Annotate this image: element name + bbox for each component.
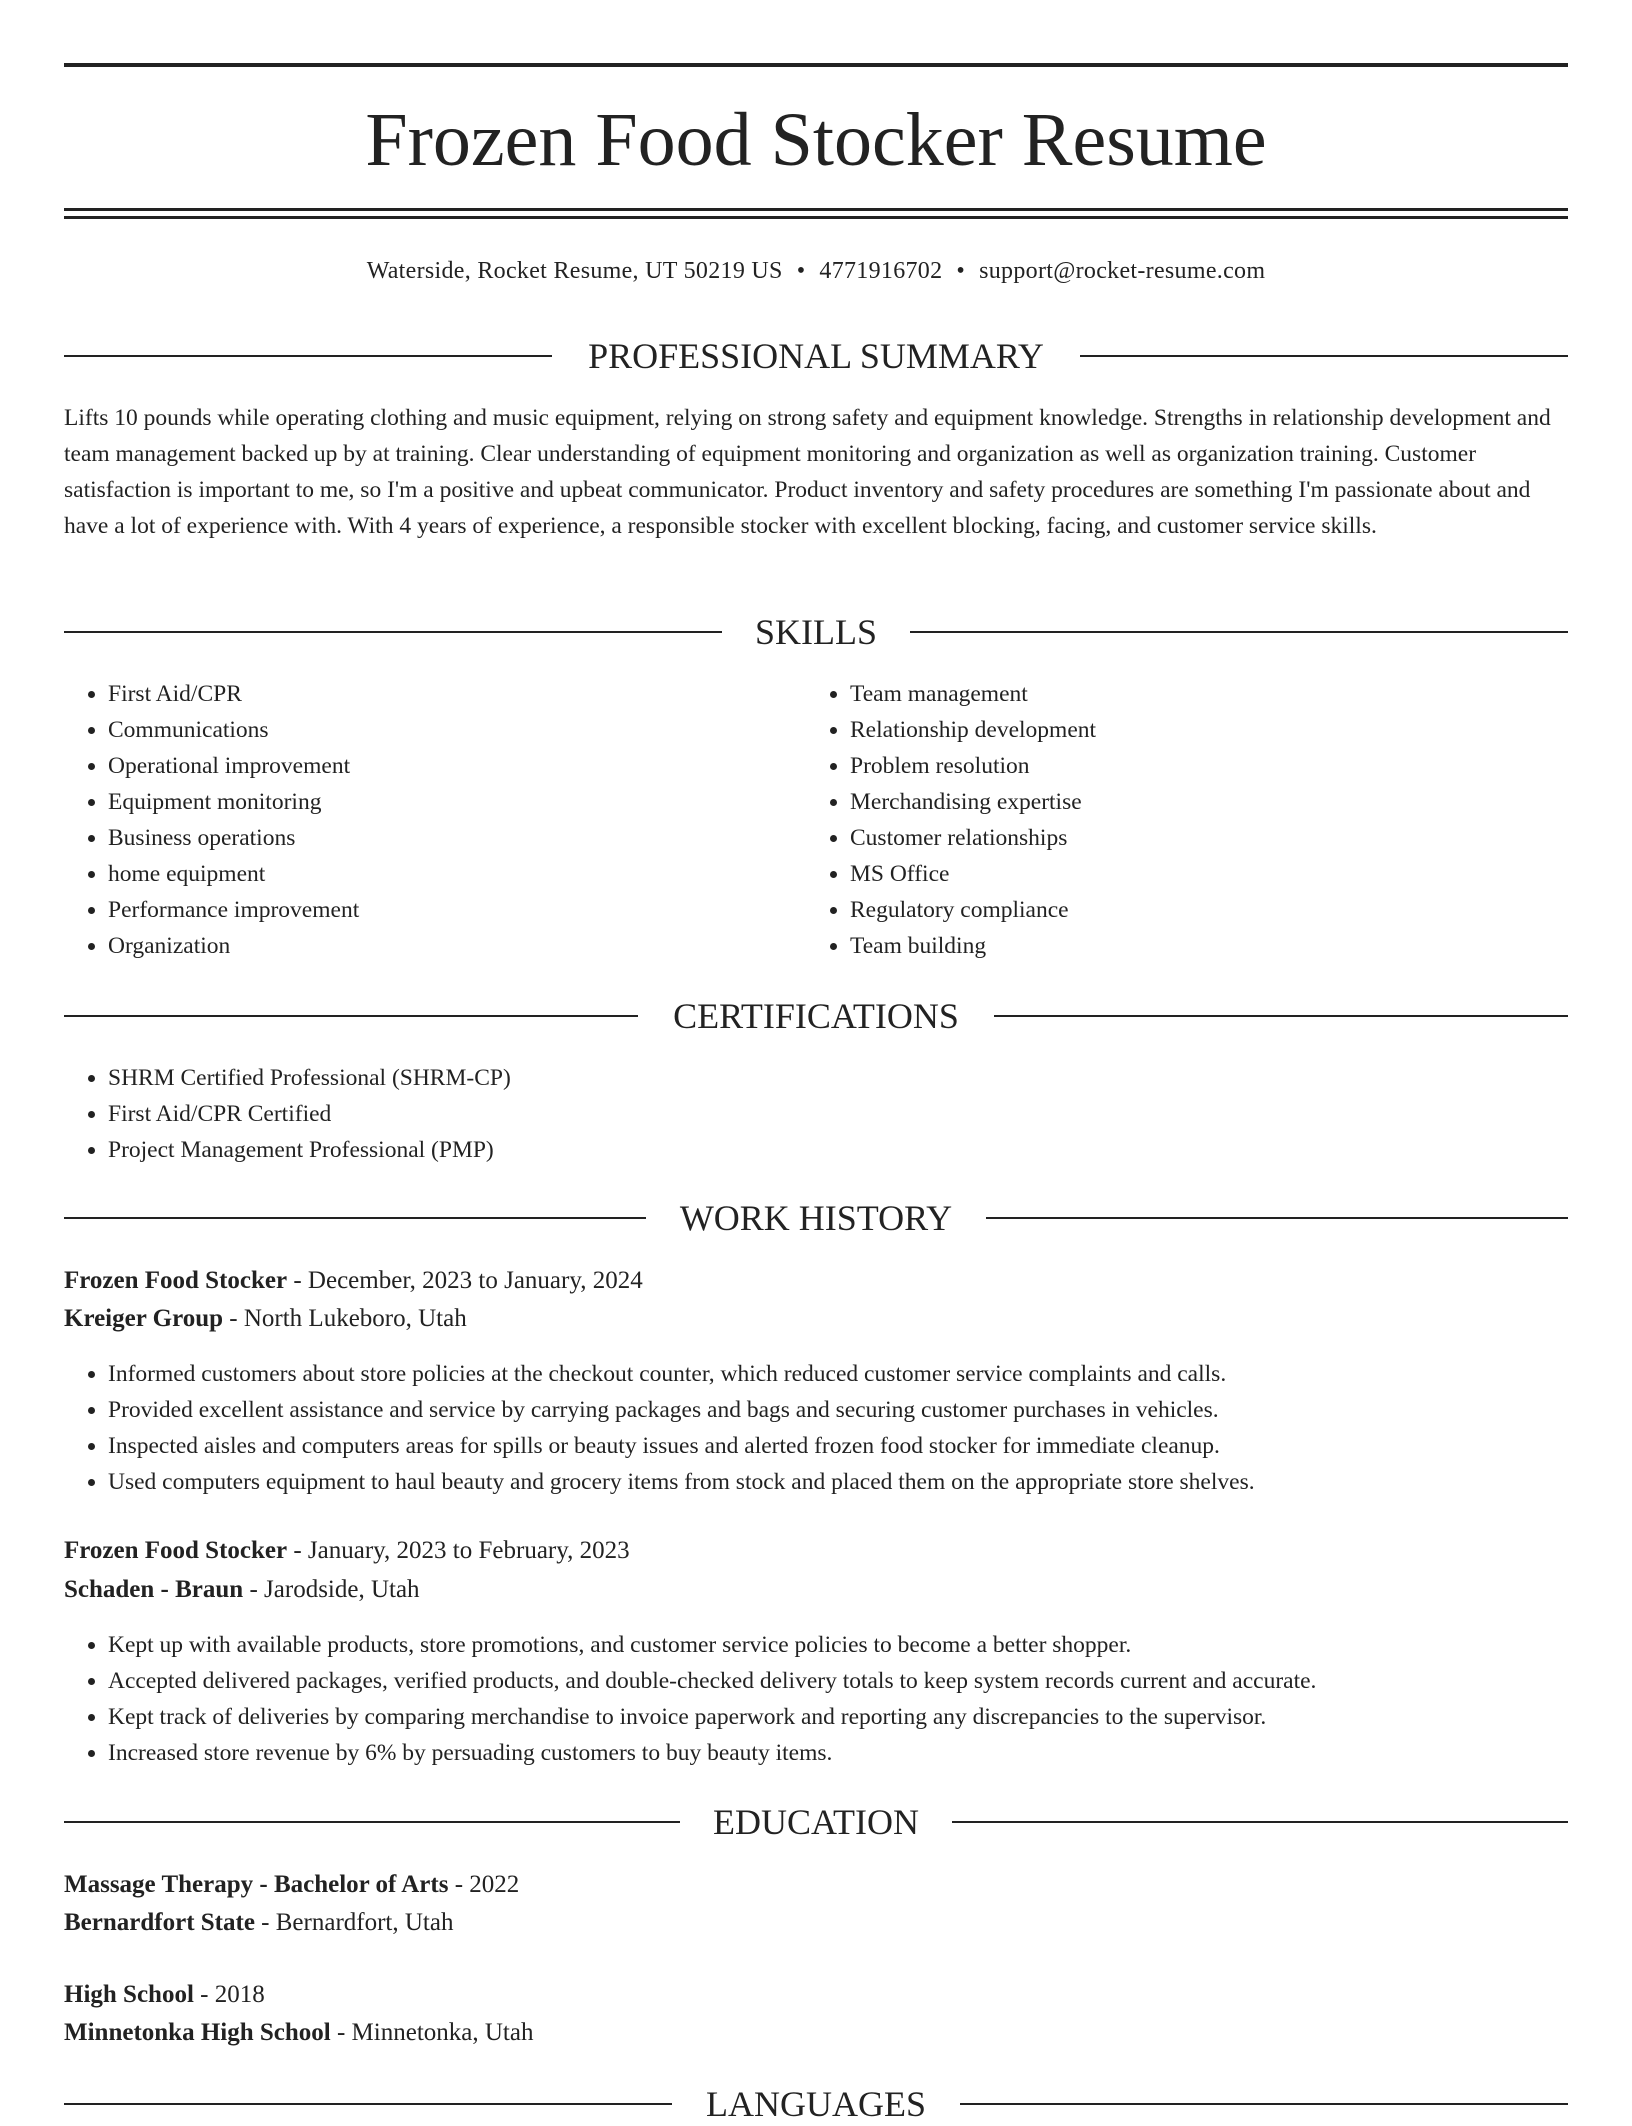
- job-duty-item: • Informed customers about store policies at the checkout counter, which reduced customer service complaints and calls.: [108, 1356, 1568, 1392]
- resume-title: Frozen Food Stocker Resume: [365, 98, 1267, 182]
- job-duties: [64, 1356, 1568, 1500]
- job-location: - Jarodside, Utah: [243, 1576, 420, 1603]
- section-title-certifications: CERTIFICATIONS: [673, 996, 959, 1036]
- divider-line: [910, 631, 1568, 633]
- certification-item: • Project Management Professional (PMP): [108, 1132, 1568, 1168]
- section-header-summary: [64, 334, 1568, 378]
- education-degree-line: [64, 1866, 1568, 1904]
- skill-item: • Operational improvement: [108, 748, 804, 784]
- divider-line: [960, 2103, 1568, 2105]
- divider-line: [1080, 355, 1568, 357]
- job-duty-item: • Kept up with available products, store promotions, and customer service policies to become a better shopper.: [108, 1627, 1568, 1663]
- skill-item: • home equipment: [108, 856, 804, 892]
- skill-item: • Merchandising expertise: [850, 784, 1546, 820]
- skill-item: • Organization: [108, 928, 804, 964]
- education-school: Bernardfort State: [64, 1909, 255, 1936]
- skill-item: • Business operations: [108, 820, 804, 856]
- education-year: - 2018: [193, 1981, 265, 2008]
- education-school: Minnetonka High School: [64, 2019, 331, 2046]
- skill-item: • Regulatory compliance: [850, 892, 1546, 928]
- education-degree-line: [64, 1976, 1568, 2014]
- section-title-languages: LANGUAGES: [706, 2084, 926, 2124]
- section-header-certifications: [64, 994, 1568, 1038]
- skill-item: • Problem resolution: [850, 748, 1546, 784]
- skills-column-left: [64, 676, 804, 964]
- contact-separator: •: [796, 258, 806, 284]
- section-title-summary: PROFESSIONAL SUMMARY: [588, 336, 1044, 376]
- job-company: Kreiger Group: [64, 1305, 224, 1332]
- education-year: - 2022: [448, 1871, 520, 1898]
- title-rule-lower: [64, 216, 1568, 219]
- job-duties: [64, 1627, 1568, 1771]
- skill-item: • Performance improvement: [108, 892, 804, 928]
- skills-column-right: [806, 676, 1546, 964]
- skill-item: • First Aid/CPR: [108, 676, 804, 712]
- education-school-line: [64, 2014, 1568, 2052]
- job-dates: - January, 2023 to February, 2023: [287, 1537, 630, 1564]
- section-title-education: EDUCATION: [713, 1802, 919, 1842]
- divider-line: [994, 1015, 1568, 1017]
- education-location: - Minnetonka, Utah: [330, 2019, 534, 2046]
- education-school-line: [64, 1904, 1568, 1942]
- skill-item: • Team management: [850, 676, 1546, 712]
- section-header-work: [64, 1196, 1568, 1240]
- section-header-skills: [64, 610, 1568, 654]
- education-degree: Massage Therapy - Bachelor of Arts: [64, 1871, 449, 1898]
- top-rule: [64, 63, 1568, 67]
- contact-address: Waterside, Rocket Resume, UT 50219 US: [366, 258, 783, 284]
- certifications-list: [64, 1060, 1568, 1168]
- certification-item: • First Aid/CPR Certified: [108, 1096, 1568, 1132]
- education-location: - Bernardfort, Utah: [254, 1909, 454, 1936]
- skill-item: • Team building: [850, 928, 1546, 964]
- section-title-skills: SKILLS: [754, 612, 877, 652]
- skill-item: • MS Office: [850, 856, 1546, 892]
- section-header-languages: [64, 2082, 1568, 2126]
- job-company: Schaden - Braun: [64, 1576, 244, 1603]
- contact-email: support@rocket-resume.com: [979, 258, 1266, 284]
- contact-separator: •: [956, 258, 966, 284]
- job-duty-item: • Provided excellent assistance and service by carrying packages and bags and securing customer purchases in vehicles.: [108, 1392, 1568, 1428]
- job-duty-item: • Kept track of deliveries by comparing merchandise to invoice paperwork and reporting any discrepancies to the supervisor.: [108, 1699, 1568, 1735]
- job-title-line: [64, 1532, 1568, 1570]
- job-duty-item: • Increased store revenue by 6% by persuading customers to buy beauty items.: [108, 1735, 1568, 1771]
- section-title-work: WORK HISTORY: [679, 1198, 953, 1238]
- job-location: - North Lukeboro, Utah: [223, 1305, 467, 1332]
- education-degree: High School: [64, 1981, 194, 2008]
- job-duty-item: • Accepted delivered packages, verified products, and double-checked delivery totals to keep system records current and accurate.: [108, 1663, 1568, 1699]
- contact-phone: 4771916702: [819, 258, 943, 284]
- divider-line: [986, 1217, 1568, 1219]
- job-duty-item: • Used computers equipment to haul beauty and grocery items from stock and placed them on the appropriate store shelves.: [108, 1464, 1568, 1500]
- job-duty-item: • Inspected aisles and computers areas for spills or beauty issues and alerted frozen food stocker for immediate cleanup.: [108, 1428, 1568, 1464]
- skill-item: • Communications: [108, 712, 804, 748]
- job-title: Frozen Food Stocker: [64, 1267, 288, 1294]
- job-title-line: [64, 1262, 1568, 1300]
- title-rule-upper: [64, 208, 1568, 211]
- job-title: Frozen Food Stocker: [64, 1537, 288, 1564]
- skill-item: • Relationship development: [850, 712, 1546, 748]
- skill-item: • Equipment monitoring: [108, 784, 804, 820]
- skill-item: • Customer relationships: [850, 820, 1546, 856]
- divider-line: [952, 1821, 1568, 1823]
- job-dates: - December, 2023 to January, 2024: [287, 1267, 643, 1294]
- summary-text: Lifts 10 pounds while operating clothing and music equipment, relying on strong safety and equipment knowledge. Strengths in relationship development and team management backed up by at training. Clear understanding of equipment monitoring and organization as well as organization training. Customer satisfaction is important to me, so I'm a positive and upbeat communicator. Product inventory and safety procedures are something I'm passionate about and have a lot of experience with. With 4 years of experience, a responsible stocker with excellent blocking, facing, and customer service skills.: [64, 405, 1551, 539]
- job-company-line: [64, 1300, 1568, 1338]
- job-company-line: [64, 1571, 1568, 1609]
- contact-line: [64, 254, 1568, 288]
- certification-item: • SHRM Certified Professional (SHRM-CP): [108, 1060, 1568, 1096]
- section-header-education: [64, 1800, 1568, 1844]
